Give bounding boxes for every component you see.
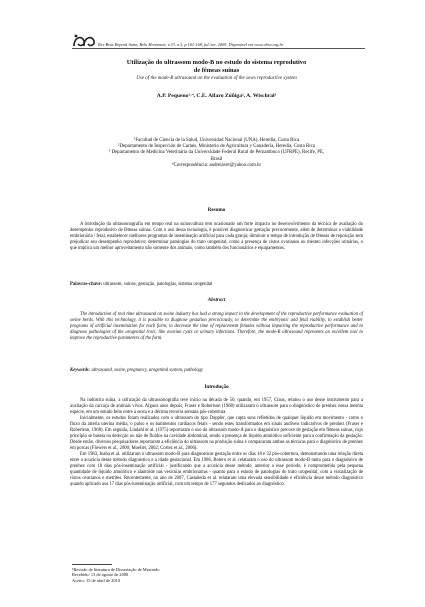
journal-citation: Rev Bras Reprod Anim, Belo Horizonte, v.33, n.3, p.161-168, jul./set. 2009. Disponível em www.cbra.org.br [98,42,284,47]
footnotes [72,567,159,583]
footnote-note: ¹Revisão de literatura de Dissertação de Mestrado [72,567,160,572]
article-title-line-1: Utilização do ultrassom modo-B no estudo do sistema reprodutivo [126,59,307,66]
article-title [70,59,363,75]
abstract-text: The introduction of real time ultrasound on swine industry has had a strong impact in the development of the reproductive performance evaluation of swine herds. With this technology, it is possible to diagnose gestation precociously, to determine the embryonic and fetal viability, to establish better programs of artificial insemination for each farm; to decrease the time of replacement females without impairing the reproductive performance and to diagnose pathologies of the urogenital tract, like ovarian cysts or urinary infections. Therefore, the mode-B ultrasound represents an excellent tool to improve the reproductive parameters of the farm. [70,312,363,341]
abstract-heading: Abstract [207,297,226,303]
affiliation-1: ¹Facultad de Ciencia de la Salud, Universidad Nacional (UNA), Heredia, Costa Rica [133,138,300,143]
palavras-chave-text: ultrassom, suínos, gestação, patologias, sistema urogenital [103,282,213,287]
palavras-chave [70,282,363,288]
keywords-label: Keywords [70,368,89,373]
journal-logo-icon [72,33,98,49]
journal-logo [72,33,98,49]
resumo-heading: Resumo [207,207,226,213]
footnote-accepted: Aceito: 15 de abril de 2010 [72,577,120,583]
header-divider [72,48,365,49]
article-authors: A.P. Pequeno¹·⁴, C.E. Alfaro Zúñiga², A. Wischral³ [156,93,277,100]
introducao-body [70,398,363,488]
keywords [70,368,363,374]
introducao-paragraph-2: Inicialmente, os estudos foram realizados com o ultrassom do tipo Doppler, que capta sons refletidos de qualquer líquido em movimento - como o fluxo da artéria uterina média, o pulso e os batimentos cardíacos fetais - sendo estes transformados em sinais audíveis indicativos de prenhez (Fraser e Robertson, 1968). Em seguida, Lindahl et al. (1975) reportaram o uso do ultrassom modo-A para o diagnóstico precoce de gestação em fêmeas suínas, cujo princípio se baseia na detecção ou não de fluidos na cavidade abdominal, sendo a presença de líquido amniótico suficiente para a confirmação da gestação. Desde então, diversos pesquisadores reportaram a eficiência do ultrassom na produção suína e compararam ambas as técnicas para o diagnóstico de prenhez em porcas (Flowers et al., 2000; Moeller, 2002; Cortez et al., 2006). [70,416,363,451]
article-subtitle: Use of the mode-B ultrasound on the evaluation of the sows reproductive system [136,76,297,81]
correspondence: ⁴Correspondência: andreiavet@yahoo.com.br [171,162,262,168]
article-title-line-2: de fêmeas suínas [193,67,240,74]
affiliations [70,138,363,169]
introducao-paragraph-3: Em 1983, Inaba et al. utilizaram o ultrassom modo-B para diagnosticar gestação entre os dias 18 e 32 pós-cobertura, demonstrando uma relação direta entre a acurácia desse método diagnóstico e a idade gestacional. Em 1986, Botero et al. relataram o uso do ultrassom modo-B tanto para o diagnóstico de prenhez com 18 dias pós-inseminação artificial - justificando que a acurácia desse método, anterior a esse período, é comprometida pela pequena quantidade de líquido amniótico e alantoide nas vesículas embrionárias - quanto para o estudo de patologias do trato urogenital, com a visualização de cistos ovarianos e metrites. Recentemente, no ano de 2007, Castañeda et al. relataram uma elevada sensibilidade e eficiência desse método diagnóstico quando aplicado aos 17 dias pós-inseminação artificial, com um tempo de 177 segundos dedicados ao diagnóstico. [70,452,363,487]
affiliation-3: ³ Departamento de Medicina Veterinária da Universidade Federal Rural de Pernambuco (UFRPE), Recife, PE, [108,150,325,156]
title-block [70,59,363,99]
footnote-divider [72,564,112,565]
palavras-chave-label: Palavras-chave: [70,282,103,287]
resumo-text: A introdução da ultrassonografia em tempo real na suinocultura tem ocasionado um forte impacto no desenvolvimento da técnica de avaliação do desempenho reprodutivo de fêmeas suínas. Com o uso dessa tecnologia, é possível diagnosticar gestação precocemente, além de determinar a viabilidade embrionária / fetal, estabelecer melhores programas de inseminação artificial para cada granja; diminuir o tempo de introdução de fêmeas de reposição sem prejudicar seu desempenho reprodutivo; determinar patologias do trato urogenital, como a presença de cistos ovarianos ou mesmo infecções urinárias, o que implica um melhor aproveitamento não somente dos animais, como também dos funcionários e equipamentos. [70,222,363,251]
footnote-received: Recebido: 13 de agosto de 2008 [72,572,129,578]
introducao-heading: Introdução [204,384,229,390]
resumo-body [70,222,363,252]
abstract-body [70,312,363,342]
introducao-paragraph-1: Na indústria suína, a utilização da ultrassonografia teve início na década de 50, quando, em 1957, Claus, relatou o uso desse instrumento para a avaliação da carcaça de animais vivos. Alguns anos depois, Fraser e Robertson (1968) utilizaram o ultrassom para o diagnóstico de prenhez nessa mesma espécie, em um estudo feito entre a sexta e a décima terceira semana pós-cobertura. [70,398,363,415]
affiliation-3-country: Brasil [210,156,223,162]
affiliation-2: ²Departamento de Inspección de Carnes, Ministerio de Agricultura y Ganadería, Heredia, Costa Rica [118,144,315,150]
keywords-text: : ultrasound, swine, pregnancy, urogenital system, pathology [88,368,203,373]
